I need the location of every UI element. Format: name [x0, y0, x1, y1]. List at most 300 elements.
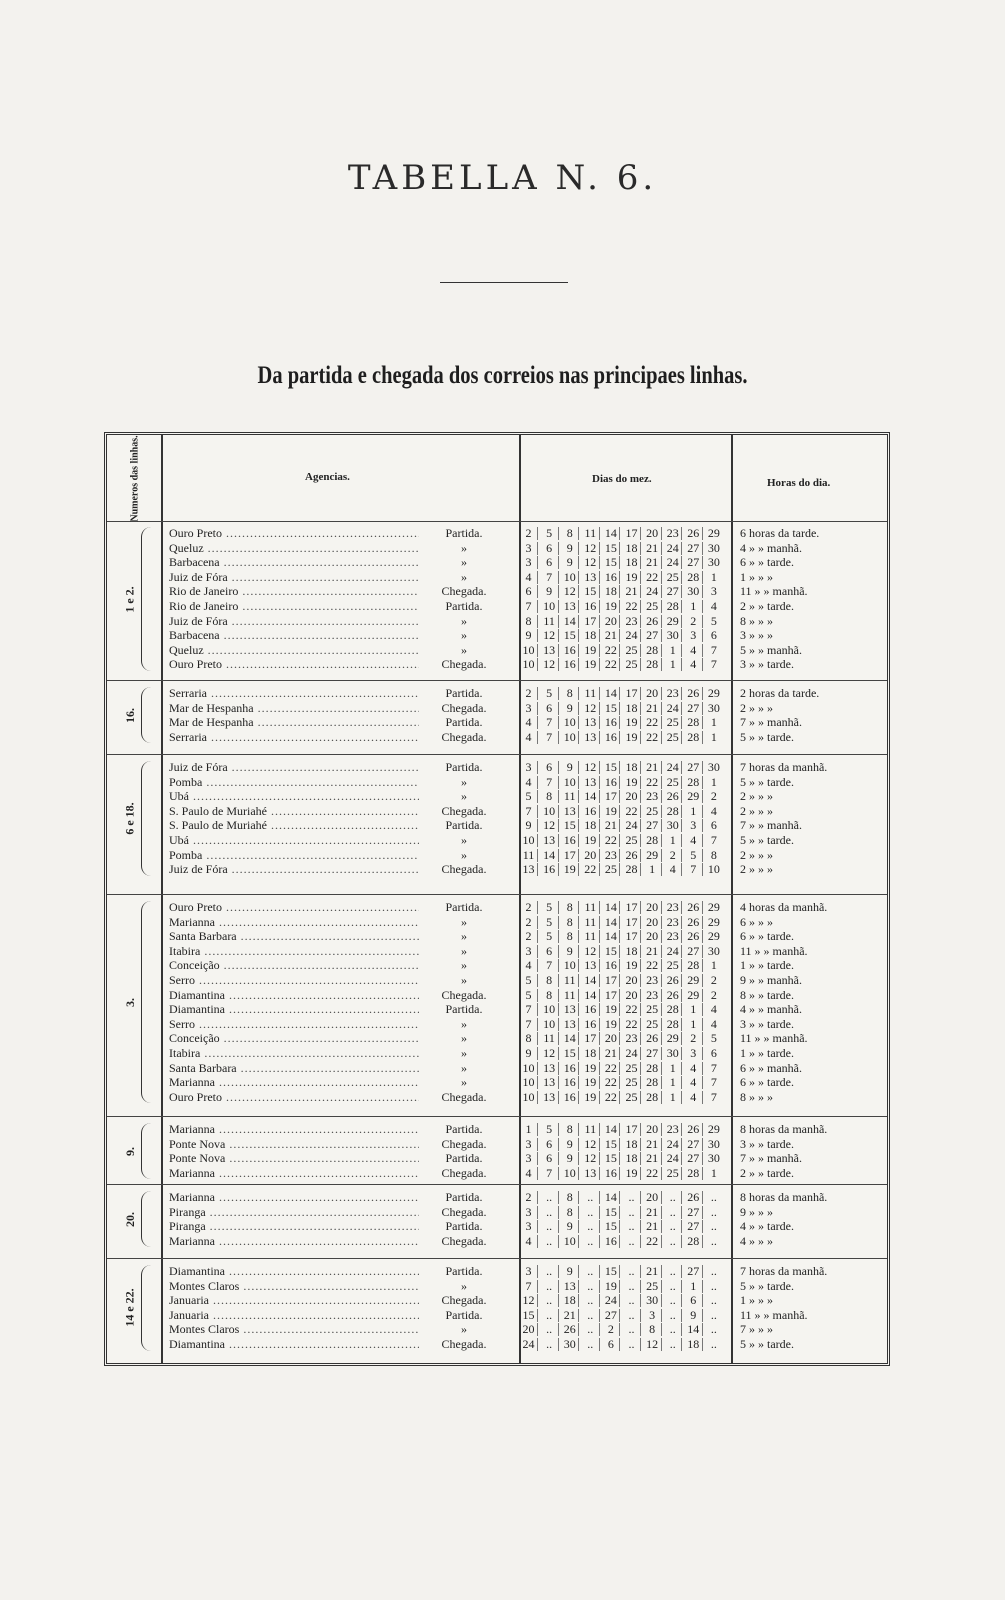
departure-arrival-status: Chegada. [441, 1165, 487, 1180]
day-cell: 1 [710, 729, 717, 744]
day-cell: 20 [623, 989, 641, 1002]
day-cell: 1 [664, 658, 682, 671]
day-cell: 16 [602, 571, 620, 584]
agency-name: Serraria ..... [169, 687, 419, 700]
day-cell: 2 [664, 849, 682, 862]
day-cell: 1 [685, 1003, 703, 1016]
line-number-label: 1 e 2. [122, 585, 137, 613]
table-row [107, 819, 887, 832]
day-cell: 28 [644, 1062, 662, 1075]
day-cell: 6 [541, 702, 559, 715]
day-cell: 14 [541, 849, 559, 862]
day-cell: 10 [541, 600, 559, 613]
day-cell: 15 [602, 1265, 620, 1278]
table-row [107, 1003, 887, 1016]
line-group [107, 1261, 887, 1355]
day-cell: 16 [602, 731, 620, 744]
day-cell: 22 [602, 834, 620, 847]
day-cell: 20 [644, 930, 662, 943]
departure-arrival-status: Chegada. [441, 729, 487, 744]
day-cell: 29 [707, 686, 720, 700]
day-cell: 29 [664, 1032, 682, 1045]
group-divider [107, 1258, 887, 1259]
hour-of-day: 8 » » » [740, 1089, 773, 1104]
day-cell: 18 [582, 1047, 600, 1060]
agency-name: Rio de Janeiro ..... [169, 600, 419, 613]
departure-arrival-status: Partida. [445, 1151, 483, 1166]
day-cell: 30 [685, 585, 703, 598]
day-cell: 23 [664, 930, 682, 943]
day-cell: 23 [664, 916, 682, 929]
table-row [107, 849, 887, 862]
hour-of-day: 3 » » tarde. [740, 1016, 794, 1031]
day-cell: .. [541, 1280, 559, 1293]
day-cell: 29 [685, 790, 703, 803]
agency-name: Ouro Preto ..... [169, 901, 419, 914]
day-cell: 16 [602, 1167, 620, 1180]
day-cell: 3 [520, 945, 538, 958]
day-cell: 22 [602, 1062, 620, 1075]
day-cell: 2 [710, 973, 717, 987]
day-cell: 19 [623, 1167, 641, 1180]
day-cell: 21 [644, 1265, 662, 1278]
day-cell: 1 [685, 1018, 703, 1031]
hour-of-day: 2 » » » [740, 847, 773, 862]
day-cell: 24 [623, 819, 641, 832]
agency-name: Montes Claros ..... [169, 1280, 419, 1293]
day-cell: 22 [644, 1235, 662, 1248]
day-cell: 18 [623, 702, 641, 715]
day-cell: 14 [602, 901, 620, 914]
day-cell: 3 [520, 1152, 538, 1165]
day-cell: 3 [710, 584, 717, 599]
day-cell: 12 [644, 1338, 662, 1351]
day-cell: 14 [602, 916, 620, 929]
agency-name: Itabira ..... [169, 1047, 419, 1060]
table-row [107, 1032, 887, 1045]
agency-name: Januaria ..... [169, 1294, 419, 1307]
day-cell: 16 [561, 834, 579, 847]
day-cell: 7 [520, 1280, 538, 1293]
group-divider [107, 680, 887, 681]
hour-of-day: 5 » » tarde. [740, 1337, 794, 1351]
day-cell: .. [582, 1309, 600, 1322]
day-cell: 22 [602, 1076, 620, 1089]
agency-name: Conceição ..... [169, 1032, 419, 1045]
day-cell: 24 [664, 702, 682, 715]
day-cell: 4 [520, 1235, 538, 1248]
day-cell: 7 [541, 571, 559, 584]
day-cell: 13 [561, 600, 579, 613]
agency-name: Ubá ..... [169, 790, 419, 803]
day-cell: 23 [623, 1032, 641, 1045]
day-cell: 20 [644, 916, 662, 929]
day-cell: 28 [685, 1235, 703, 1248]
day-cell: 5 [685, 849, 703, 862]
group-divider [107, 754, 887, 755]
hour-of-day: 7 » » manhã. [740, 818, 802, 833]
day-cell: 21 [602, 629, 620, 642]
agency-name: Itabira ..... [169, 945, 419, 958]
day-cell: .. [623, 1235, 641, 1248]
day-cell: 20 [582, 849, 600, 862]
day-cell: 26 [644, 615, 662, 628]
day-cell: 10 [561, 716, 579, 729]
day-cell: 23 [664, 527, 682, 540]
day-cell: 15 [602, 1152, 620, 1165]
day-cell: 14 [602, 1191, 620, 1204]
day-cell: .. [623, 1191, 641, 1204]
day-cell: .. [664, 1309, 682, 1322]
line-number-label: 3. [122, 997, 137, 1007]
day-cell: 22 [582, 863, 600, 876]
day-cell: 22 [644, 716, 662, 729]
day-cell: 3 [520, 556, 538, 569]
day-cell: 7 [710, 1075, 717, 1090]
departure-arrival-status: Partida. [445, 1307, 483, 1322]
hour-of-day: 4 » » tarde. [740, 1219, 794, 1234]
day-cell: 1 [710, 569, 717, 584]
departure-arrival-status: Chegada. [441, 584, 487, 599]
day-cell: 1 [710, 1165, 717, 1180]
day-cell: 21 [644, 556, 662, 569]
agency-name: Rio de Janeiro ..... [169, 585, 419, 598]
day-cell: 3 [520, 542, 538, 555]
day-cell: 25 [623, 1091, 641, 1104]
day-cell: 10 [520, 834, 538, 847]
day-cell: 4 [710, 803, 717, 818]
table-subtitle: Da partida e chegada dos correios nas principaes linhas. [257, 362, 748, 389]
day-cell: 1 [710, 958, 717, 973]
day-cell: 27 [602, 1309, 620, 1322]
day-cell: 13 [561, 1280, 579, 1293]
agency-name: Marianna ..... [169, 1235, 419, 1248]
day-cell: 6 [541, 945, 559, 958]
day-cell: .. [582, 1265, 600, 1278]
day-cell: 28 [644, 1091, 662, 1104]
table-row [107, 1047, 887, 1060]
day-cell: 20 [644, 901, 662, 914]
day-cell: 10 [520, 1062, 538, 1075]
day-cell: 12 [541, 629, 559, 642]
day-cell: 27 [664, 585, 682, 598]
day-cell: 13 [561, 805, 579, 818]
day-cell: .. [541, 1294, 559, 1307]
day-cell: 16 [561, 644, 579, 657]
day-cell: 28 [644, 1076, 662, 1089]
day-cell: 6 [602, 1338, 620, 1351]
day-cell: .. [541, 1323, 559, 1336]
day-cell: 17 [561, 849, 579, 862]
day-cell: 7 [541, 959, 559, 972]
day-cell: 15 [561, 819, 579, 832]
agency-name: Ponte Nova ..... [169, 1152, 419, 1165]
day-cell: 9 [561, 1152, 579, 1165]
hour-of-day: 1 » » » [740, 569, 773, 584]
day-cell: 9 [541, 585, 559, 598]
departure-arrival-status: Partida. [445, 686, 483, 700]
agency-name: Januaria ..... [169, 1309, 419, 1322]
day-cell: 10 [541, 1003, 559, 1016]
day-cell: 4 [664, 863, 682, 876]
day-cell: 13 [541, 1062, 559, 1075]
day-cell: 25 [644, 805, 662, 818]
day-cell: .. [623, 1294, 641, 1307]
day-cell: 5 [710, 613, 717, 628]
day-cell: 25 [664, 571, 682, 584]
departure-arrival-status: » [461, 642, 467, 657]
day-cell: 28 [685, 776, 703, 789]
hour-of-day: 4 horas da manhã. [740, 900, 828, 914]
day-cell: 3 [644, 1309, 662, 1322]
day-cell: .. [582, 1294, 600, 1307]
day-cell: 11 [582, 930, 600, 943]
day-cell: 30 [664, 819, 682, 832]
line-group [107, 523, 887, 675]
hour-of-day: 11 » » manhã. [740, 1031, 808, 1046]
agency-name: Marianna ..... [169, 1191, 419, 1204]
day-cell: 28 [644, 658, 662, 671]
day-cell: 14 [582, 974, 600, 987]
day-cell: 15 [602, 542, 620, 555]
day-cell: 19 [561, 863, 579, 876]
agency-name: S. Paulo de Muriahé ..... [169, 819, 419, 832]
day-cell: 28 [644, 644, 662, 657]
day-cell: 6 [710, 1046, 717, 1060]
table-row [107, 658, 887, 671]
departure-arrival-status: » [461, 1075, 467, 1090]
day-cell: 17 [602, 790, 620, 803]
day-cell: 19 [582, 1062, 600, 1075]
day-cell: 13 [541, 1076, 559, 1089]
day-cell: 28 [685, 716, 703, 729]
day-cell: 30 [707, 1136, 720, 1151]
departure-arrival-status: Chegada. [441, 657, 487, 672]
mail-schedule-table [104, 432, 890, 1366]
day-cell: 2 [520, 916, 538, 929]
day-cell: 29 [685, 989, 703, 1002]
day-cell: 7 [710, 1089, 717, 1104]
day-cell: 15 [602, 945, 620, 958]
day-cell: 4 [685, 1091, 703, 1104]
day-cell: 2 [520, 1191, 538, 1204]
day-cell: 10 [561, 571, 579, 584]
day-cell: 16 [602, 1235, 620, 1248]
day-cell: 15 [602, 1220, 620, 1233]
day-cell: 12 [520, 1294, 538, 1307]
day-cell: 17 [623, 527, 641, 540]
day-cell: 22 [644, 776, 662, 789]
day-cell: .. [664, 1235, 682, 1248]
day-cell: 9 [561, 542, 579, 555]
day-cell: .. [623, 1220, 641, 1233]
hour-of-day: 3 » » » [740, 628, 773, 643]
day-cell: .. [710, 1204, 717, 1219]
day-cell: 26 [685, 687, 703, 700]
day-cell: 11 [582, 527, 600, 540]
table-row [107, 945, 887, 958]
day-cell: 25 [664, 1167, 682, 1180]
day-cell: 25 [664, 959, 682, 972]
day-cell: 15 [561, 629, 579, 642]
day-cell: 22 [602, 658, 620, 671]
day-cell: 1 [685, 1280, 703, 1293]
day-cell: 27 [685, 702, 703, 715]
table-row [107, 716, 887, 729]
day-cell: .. [664, 1338, 682, 1351]
day-cell: 5 [541, 916, 559, 929]
agency-name: Diamantina ..... [169, 989, 419, 1002]
line-number-label: 16. [122, 707, 137, 723]
agency-name: Ouro Preto ..... [169, 1091, 419, 1104]
hour-of-day: 11 » » manhã. [740, 943, 808, 958]
day-cell: 12 [582, 542, 600, 555]
day-cell: 25 [623, 1062, 641, 1075]
day-cell: 5 [520, 989, 538, 1002]
day-cell: 25 [623, 834, 641, 847]
table-row [107, 1265, 887, 1278]
day-cell: 18 [602, 585, 620, 598]
day-cell: 11 [582, 901, 600, 914]
table-row [107, 527, 887, 540]
day-cell: 24 [623, 1047, 641, 1060]
hour-of-day: 5 » » tarde. [740, 1278, 794, 1293]
departure-arrival-status: Partida. [445, 900, 483, 914]
day-cell: 3 [685, 819, 703, 832]
hour-of-day: 5 » » manhã. [740, 642, 802, 657]
day-cell: 29 [707, 900, 720, 914]
day-cell: 6 [541, 1138, 559, 1151]
day-cell: 29 [707, 526, 720, 540]
day-cell: 23 [644, 989, 662, 1002]
day-cell: 14 [602, 687, 620, 700]
day-cell: 29 [664, 615, 682, 628]
day-cell: 3 [685, 1047, 703, 1060]
departure-arrival-status: » [461, 613, 467, 628]
day-cell: .. [710, 1307, 717, 1322]
day-cell: 6 [710, 628, 717, 643]
day-cell: 1 [644, 863, 662, 876]
agency-name: Juiz de Fóra ..... [169, 615, 419, 628]
day-cell: 17 [623, 687, 641, 700]
departure-arrival-status: » [461, 1322, 467, 1337]
table-row [107, 834, 887, 847]
hour-of-day: 3 » » tarde. [740, 657, 794, 672]
hour-of-day: 9 » » manhã. [740, 973, 802, 987]
departure-arrival-status: » [461, 540, 467, 555]
day-cell: 13 [582, 959, 600, 972]
day-cell: 23 [664, 687, 682, 700]
agency-name: Diamantina ..... [169, 1265, 419, 1278]
day-cell: .. [664, 1294, 682, 1307]
departure-arrival-status: » [461, 929, 467, 944]
day-cell: .. [710, 1322, 717, 1337]
hour-of-day: 5 » » tarde. [740, 774, 794, 789]
hour-of-day: 6 » » tarde. [740, 555, 794, 570]
departure-arrival-status: » [461, 774, 467, 789]
day-cell: 23 [664, 901, 682, 914]
day-cell: 6 [685, 1294, 703, 1307]
table-row [107, 731, 887, 744]
day-cell: .. [582, 1235, 600, 1248]
departure-arrival-status: » [461, 1060, 467, 1075]
day-cell: 27 [685, 556, 703, 569]
day-cell: .. [710, 1190, 717, 1204]
day-cell: 8 [520, 1032, 538, 1045]
day-cell: 4 [710, 599, 717, 613]
day-cell: 14 [602, 1123, 620, 1136]
departure-arrival-status: Chegada. [441, 862, 487, 877]
day-cell: 24 [664, 556, 682, 569]
day-cell: 24 [623, 629, 641, 642]
day-cell: 5 [541, 527, 559, 540]
table-row [107, 1323, 887, 1336]
agency-name: Serraria ..... [169, 731, 419, 744]
day-cell: .. [582, 1191, 600, 1204]
day-cell: 10 [561, 1235, 579, 1248]
departure-arrival-status: Chegada. [441, 987, 487, 1002]
hour-of-day: 4 » » manhã. [740, 1002, 802, 1017]
table-row [107, 542, 887, 555]
agency-name: Mar de Hespanha ..... [169, 716, 419, 729]
day-cell: 28 [685, 731, 703, 744]
day-cell: 30 [707, 943, 720, 958]
day-cell: 19 [623, 776, 641, 789]
day-cell: 7 [710, 642, 717, 657]
hour-of-day: 2 » » » [740, 700, 773, 715]
header-lines [115, 434, 155, 522]
day-cell: 24 [664, 1138, 682, 1151]
day-cell: 7 [710, 833, 717, 847]
day-cell: 17 [582, 1032, 600, 1045]
day-cell: 2 [710, 987, 717, 1002]
title-divider [440, 282, 568, 283]
table-row [107, 556, 887, 569]
day-cell: 25 [644, 1018, 662, 1031]
departure-arrival-status: » [461, 789, 467, 804]
day-cell: 2 [685, 1032, 703, 1045]
day-cell: 10 [561, 959, 579, 972]
day-cell: 11 [561, 790, 579, 803]
day-cell: 10 [561, 731, 579, 744]
day-cell: 30 [664, 629, 682, 642]
day-cell: 24 [664, 1152, 682, 1165]
day-cell: 5 [541, 1123, 559, 1136]
day-cell: 25 [623, 658, 641, 671]
table-row [107, 702, 887, 715]
table-row [107, 1191, 887, 1204]
day-cell: 17 [623, 1123, 641, 1136]
day-cell: .. [623, 1309, 641, 1322]
day-cell: 18 [623, 945, 641, 958]
day-cell: 23 [664, 1123, 682, 1136]
day-cell: 24 [644, 585, 662, 598]
day-cell: 26 [685, 916, 703, 929]
day-cell: 27 [685, 945, 703, 958]
day-cell: .. [710, 1278, 717, 1293]
day-cell: 13 [582, 571, 600, 584]
table-row [107, 1206, 887, 1219]
day-cell: 11 [520, 849, 538, 862]
day-cell: .. [623, 1323, 641, 1336]
day-cell: 10 [520, 658, 538, 671]
day-cell: 3 [520, 702, 538, 715]
day-cell: 9 [685, 1309, 703, 1322]
day-cell: 20 [602, 1032, 620, 1045]
table-row [107, 805, 887, 818]
agency-name: Ponte Nova ..... [169, 1138, 419, 1151]
day-cell: 13 [541, 644, 559, 657]
